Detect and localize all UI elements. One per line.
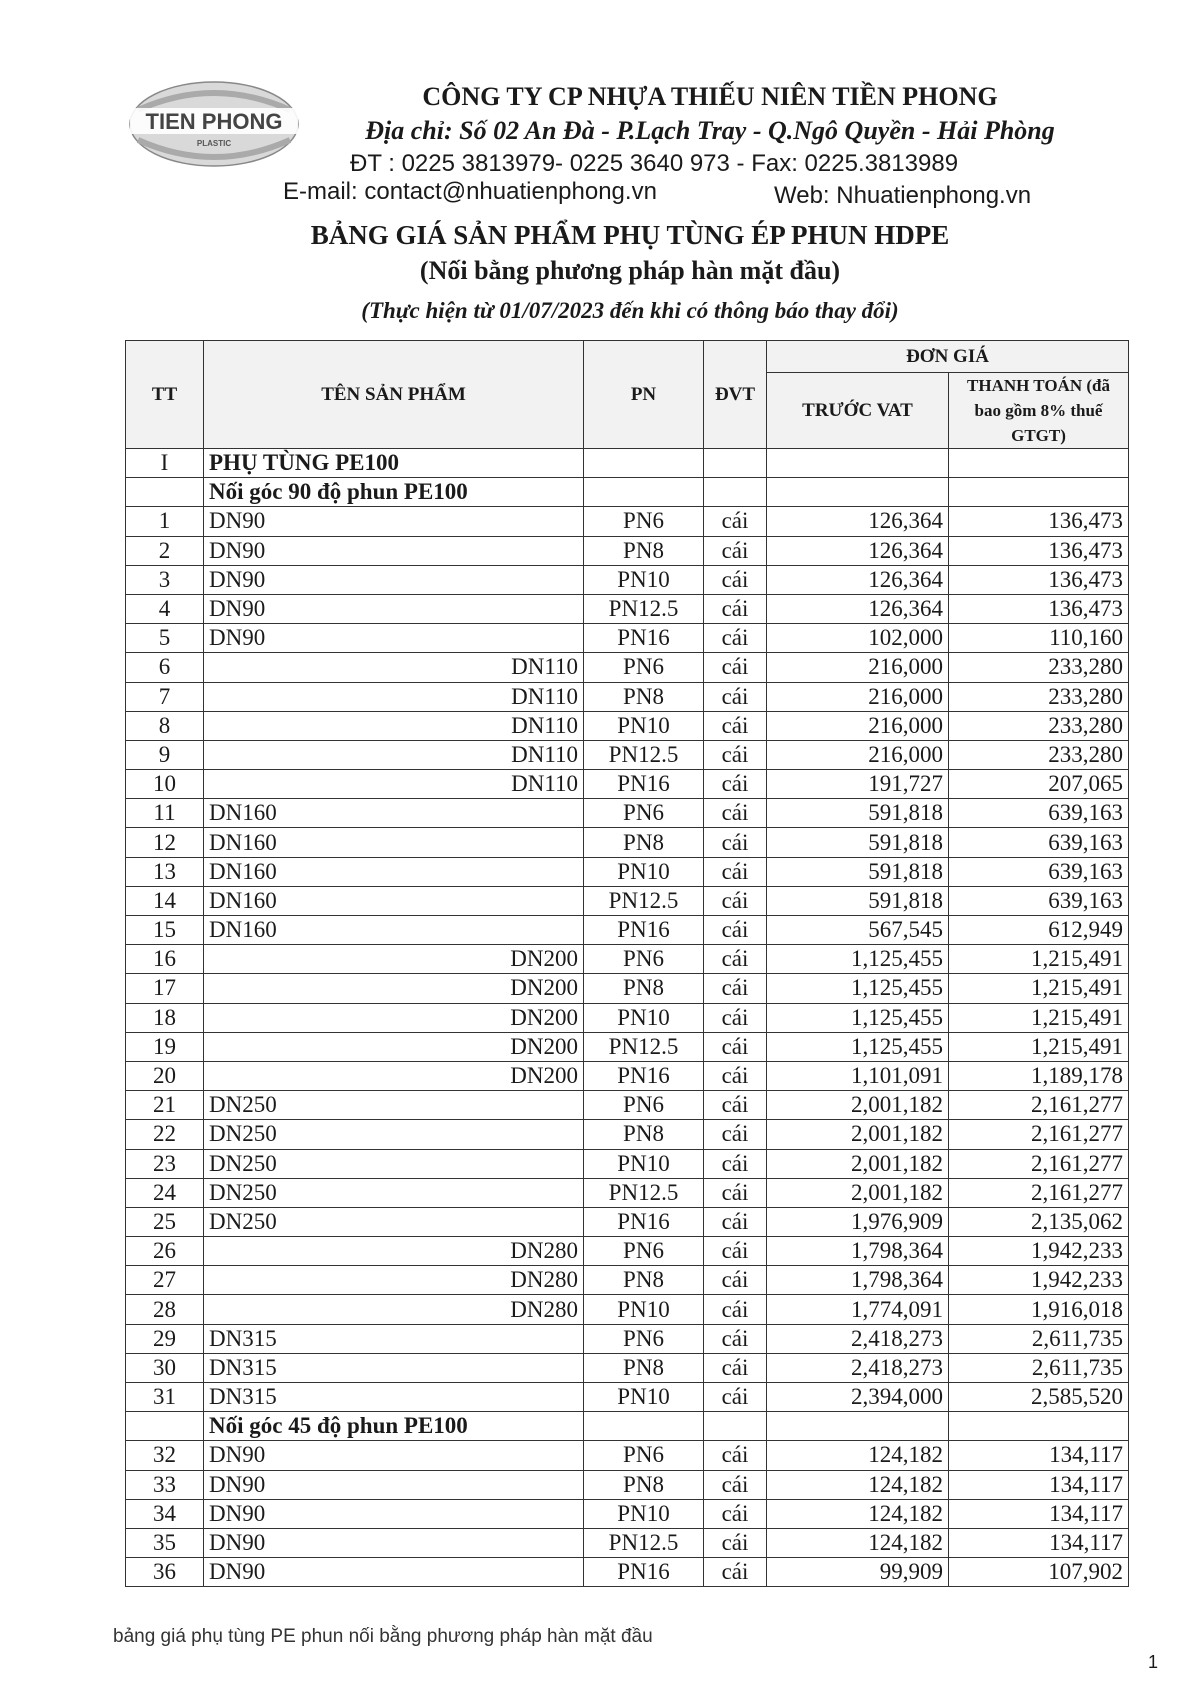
price-pre-vat: 1,125,455 xyxy=(767,974,949,1003)
header-product-name: TÊN SẢN PHẨM xyxy=(204,341,584,449)
header-unit: ĐVT xyxy=(704,341,767,449)
table-row xyxy=(126,1003,1129,1032)
product-name: DN200 xyxy=(204,1061,584,1090)
unit: cái xyxy=(704,799,767,828)
row-index: 18 xyxy=(126,1003,204,1032)
table-row xyxy=(126,1470,1129,1499)
product-name: DN280 xyxy=(204,1266,584,1295)
table-row xyxy=(126,1091,1129,1120)
company-web: Web: Nhuatienphong.vn xyxy=(774,182,1032,209)
pressure-rating: PN12.5 xyxy=(584,1178,704,1207)
price-pre-vat: 216,000 xyxy=(767,653,949,682)
table-row xyxy=(126,1207,1129,1236)
table-row xyxy=(126,1353,1129,1382)
pressure-rating: PN6 xyxy=(584,507,704,536)
price-total: 207,065 xyxy=(949,770,1129,799)
row-index: 13 xyxy=(126,857,204,886)
price-pre-vat: 1,976,909 xyxy=(767,1207,949,1236)
pressure-rating: PN16 xyxy=(584,916,704,945)
pressure-rating: PN16 xyxy=(584,1207,704,1236)
unit: cái xyxy=(704,1324,767,1353)
section-row xyxy=(126,478,1129,507)
pressure-rating: PN6 xyxy=(584,945,704,974)
price-total: 233,280 xyxy=(949,711,1129,740)
table-row xyxy=(126,799,1129,828)
header-tt: TT xyxy=(126,341,204,449)
product-name: DN280 xyxy=(204,1237,584,1266)
table-row xyxy=(126,653,1129,682)
product-name: DN90 xyxy=(204,1528,584,1557)
price-pre-vat: 2,418,273 xyxy=(767,1353,949,1382)
unit: cái xyxy=(704,1295,767,1324)
unit: cái xyxy=(704,945,767,974)
price-pre-vat: 567,545 xyxy=(767,916,949,945)
price-pre-vat xyxy=(767,478,949,507)
document-title: BẢNG GIÁ SẢN PHẨM PHỤ TÙNG ÉP PHUN HDPE xyxy=(310,220,950,250)
table-row xyxy=(126,1266,1129,1295)
price-pre-vat: 102,000 xyxy=(767,624,949,653)
product-name: DN90 xyxy=(204,565,584,594)
price-table xyxy=(125,340,1129,1587)
product-name: DN160 xyxy=(204,799,584,828)
pressure-rating: PN6 xyxy=(584,1324,704,1353)
price-total: 1,215,491 xyxy=(949,945,1129,974)
product-name: DN110 xyxy=(204,653,584,682)
product-name: DN200 xyxy=(204,1003,584,1032)
row-index: 29 xyxy=(126,1324,204,1353)
unit: cái xyxy=(704,711,767,740)
table-row xyxy=(126,916,1129,945)
company-address: Địa chỉ: Số 02 An Đà - P.Lạch Tray - Q.Ngô Quyền - Hải Phòng xyxy=(365,116,1055,145)
price-total: 134,117 xyxy=(949,1499,1129,1528)
price-total: 2,135,062 xyxy=(949,1207,1129,1236)
product-name: DN90 xyxy=(204,1558,584,1587)
price-total: 2,585,520 xyxy=(949,1383,1129,1412)
page-number: 1 xyxy=(1148,1652,1159,1672)
row-index xyxy=(126,478,204,507)
table-row xyxy=(126,1499,1129,1528)
product-name: DN90 xyxy=(204,1499,584,1528)
unit xyxy=(704,478,767,507)
table-row xyxy=(126,1441,1129,1470)
price-total: 2,161,277 xyxy=(949,1120,1129,1149)
header-pn: PN xyxy=(584,341,704,449)
row-index: 14 xyxy=(126,886,204,915)
price-total: 134,117 xyxy=(949,1470,1129,1499)
table-row xyxy=(126,1295,1129,1324)
row-index: 33 xyxy=(126,1470,204,1499)
price-pre-vat: 591,818 xyxy=(767,799,949,828)
product-name: DN160 xyxy=(204,828,584,857)
product-name: DN160 xyxy=(204,886,584,915)
row-index: 5 xyxy=(126,624,204,653)
table-row xyxy=(126,740,1129,769)
price-total xyxy=(949,1412,1129,1441)
price-total: 1,189,178 xyxy=(949,1061,1129,1090)
row-index: 20 xyxy=(126,1061,204,1090)
price-total: 1,215,491 xyxy=(949,1003,1129,1032)
product-name: DN90 xyxy=(204,1441,584,1470)
company-email: E-mail: contact@nhuatienphong.vn xyxy=(283,178,657,205)
price-table-header xyxy=(126,341,1129,449)
row-index: 30 xyxy=(126,1353,204,1382)
pressure-rating: PN8 xyxy=(584,974,704,1003)
product-name: DN160 xyxy=(204,916,584,945)
price-total: 2,161,277 xyxy=(949,1091,1129,1120)
pressure-rating: PN12.5 xyxy=(584,1528,704,1557)
header-unit-price: ĐƠN GIÁ xyxy=(767,341,1129,373)
price-total xyxy=(949,478,1129,507)
unit: cái xyxy=(704,916,767,945)
product-name: DN90 xyxy=(204,536,584,565)
unit: cái xyxy=(704,1061,767,1090)
product-name: DN90 xyxy=(204,1470,584,1499)
product-name: DN250 xyxy=(204,1207,584,1236)
product-name: DN200 xyxy=(204,974,584,1003)
row-index: 7 xyxy=(126,682,204,711)
unit xyxy=(704,449,767,478)
price-pre-vat: 126,364 xyxy=(767,594,949,623)
price-pre-vat: 126,364 xyxy=(767,565,949,594)
unit: cái xyxy=(704,653,767,682)
product-name: DN110 xyxy=(204,682,584,711)
table-row xyxy=(126,1178,1129,1207)
price-pre-vat: 1,798,364 xyxy=(767,1266,949,1295)
price-total: 233,280 xyxy=(949,682,1129,711)
price-total: 134,117 xyxy=(949,1528,1129,1557)
price-pre-vat: 191,727 xyxy=(767,770,949,799)
price-total: 1,215,491 xyxy=(949,1032,1129,1061)
table-row xyxy=(126,886,1129,915)
row-index: 9 xyxy=(126,740,204,769)
unit: cái xyxy=(704,1091,767,1120)
company-phone: ĐT : 0225 3813979- 0225 3640 973 - Fax: 0225.3813989 xyxy=(350,150,959,177)
pressure-rating: PN12.5 xyxy=(584,1032,704,1061)
pressure-rating: PN16 xyxy=(584,624,704,653)
price-total: 233,280 xyxy=(949,653,1129,682)
price-pre-vat: 2,001,182 xyxy=(767,1120,949,1149)
row-index: 36 xyxy=(126,1558,204,1587)
row-index xyxy=(126,1412,204,1441)
row-index: 3 xyxy=(126,565,204,594)
row-index: 12 xyxy=(126,828,204,857)
price-total: 136,473 xyxy=(949,507,1129,536)
unit: cái xyxy=(704,1207,767,1236)
price-pre-vat: 1,774,091 xyxy=(767,1295,949,1324)
pressure-rating: PN8 xyxy=(584,1266,704,1295)
row-index: 34 xyxy=(126,1499,204,1528)
unit: cái xyxy=(704,536,767,565)
price-pre-vat: 99,909 xyxy=(767,1558,949,1587)
price-total: 639,163 xyxy=(949,857,1129,886)
row-index: 15 xyxy=(126,916,204,945)
price-pre-vat: 591,818 xyxy=(767,828,949,857)
pressure-rating: PN12.5 xyxy=(584,886,704,915)
unit: cái xyxy=(704,828,767,857)
pressure-rating: PN10 xyxy=(584,1499,704,1528)
company-name: CÔNG TY CP NHỰA THIẾU NIÊN TIỀN PHONG xyxy=(422,82,998,111)
header-total-incl-vat: THANH TOÁN (đã bao gồm 8% thuế GTGT) xyxy=(949,373,1129,449)
effective-date-note: (Thực hiện từ 01/07/2023 đến khi có thông báo thay đổi) xyxy=(361,298,899,323)
price-total: 134,117 xyxy=(949,1441,1129,1470)
pressure-rating: PN8 xyxy=(584,1353,704,1382)
unit: cái xyxy=(704,1528,767,1557)
row-index: I xyxy=(126,449,204,478)
table-row xyxy=(126,1149,1129,1178)
pressure-rating: PN8 xyxy=(584,536,704,565)
price-pre-vat: 2,001,182 xyxy=(767,1178,949,1207)
unit: cái xyxy=(704,974,767,1003)
product-name: DN250 xyxy=(204,1091,584,1120)
price-pre-vat: 126,364 xyxy=(767,507,949,536)
pressure-rating: PN10 xyxy=(584,565,704,594)
unit: cái xyxy=(704,886,767,915)
pressure-rating: PN10 xyxy=(584,1149,704,1178)
price-total: 1,942,233 xyxy=(949,1266,1129,1295)
table-row xyxy=(126,1032,1129,1061)
price-total: 136,473 xyxy=(949,594,1129,623)
row-index: 31 xyxy=(126,1383,204,1412)
unit: cái xyxy=(704,1383,767,1412)
row-index: 2 xyxy=(126,536,204,565)
pressure-rating: PN10 xyxy=(584,1003,704,1032)
price-pre-vat: 591,818 xyxy=(767,857,949,886)
pressure-rating xyxy=(584,1412,704,1441)
section-row xyxy=(126,449,1129,478)
unit: cái xyxy=(704,1120,767,1149)
price-pre-vat: 2,394,000 xyxy=(767,1383,949,1412)
table-row xyxy=(126,507,1129,536)
product-name: DN90 xyxy=(204,507,584,536)
pressure-rating: PN8 xyxy=(584,682,704,711)
product-name: Nối góc 90 độ phun PE100 xyxy=(204,478,584,507)
product-name: Nối góc 45 độ phun PE100 xyxy=(204,1412,584,1441)
table-row xyxy=(126,770,1129,799)
unit: cái xyxy=(704,857,767,886)
price-pre-vat: 1,125,455 xyxy=(767,1032,949,1061)
row-index: 11 xyxy=(126,799,204,828)
product-name: DN250 xyxy=(204,1120,584,1149)
product-name: DN250 xyxy=(204,1178,584,1207)
pressure-rating: PN16 xyxy=(584,770,704,799)
price-pre-vat: 1,125,455 xyxy=(767,945,949,974)
unit: cái xyxy=(704,1470,767,1499)
pressure-rating: PN10 xyxy=(584,711,704,740)
pressure-rating: PN6 xyxy=(584,653,704,682)
unit xyxy=(704,1412,767,1441)
price-pre-vat: 1,798,364 xyxy=(767,1237,949,1266)
unit: cái xyxy=(704,1499,767,1528)
price-pre-vat: 126,364 xyxy=(767,536,949,565)
product-name: DN160 xyxy=(204,857,584,886)
table-row xyxy=(126,536,1129,565)
table-row xyxy=(126,1528,1129,1557)
pressure-rating: PN6 xyxy=(584,1237,704,1266)
row-index: 28 xyxy=(126,1295,204,1324)
unit: cái xyxy=(704,1353,767,1382)
price-total: 2,611,735 xyxy=(949,1324,1129,1353)
table-row xyxy=(126,828,1129,857)
row-index: 19 xyxy=(126,1032,204,1061)
logo-subtext: PLASTIC xyxy=(196,139,232,148)
price-pre-vat: 2,001,182 xyxy=(767,1149,949,1178)
price-pre-vat xyxy=(767,449,949,478)
company-logo xyxy=(128,80,300,168)
unit: cái xyxy=(704,1149,767,1178)
price-total: 107,902 xyxy=(949,1558,1129,1587)
table-row xyxy=(126,1324,1129,1353)
price-total: 110,160 xyxy=(949,624,1129,653)
pressure-rating: PN6 xyxy=(584,1091,704,1120)
price-total: 1,942,233 xyxy=(949,1237,1129,1266)
pressure-rating: PN8 xyxy=(584,1120,704,1149)
price-pre-vat: 124,182 xyxy=(767,1528,949,1557)
unit: cái xyxy=(704,1441,767,1470)
row-index: 10 xyxy=(126,770,204,799)
product-name: DN200 xyxy=(204,945,584,974)
table-row xyxy=(126,1061,1129,1090)
unit: cái xyxy=(704,770,767,799)
row-index: 32 xyxy=(126,1441,204,1470)
pressure-rating: PN10 xyxy=(584,1295,704,1324)
header-pre-vat: TRƯỚC VAT xyxy=(767,373,949,449)
price-pre-vat: 2,418,273 xyxy=(767,1324,949,1353)
unit: cái xyxy=(704,1237,767,1266)
row-index: 25 xyxy=(126,1207,204,1236)
pressure-rating: PN6 xyxy=(584,1441,704,1470)
price-total xyxy=(949,449,1129,478)
price-total: 233,280 xyxy=(949,740,1129,769)
pressure-rating: PN10 xyxy=(584,1383,704,1412)
table-row xyxy=(126,1237,1129,1266)
table-row xyxy=(126,624,1129,653)
product-name: PHỤ TÙNG PE100 xyxy=(204,449,584,478)
price-pre-vat: 591,818 xyxy=(767,886,949,915)
price-total: 612,949 xyxy=(949,916,1129,945)
product-name: DN280 xyxy=(204,1295,584,1324)
price-total: 1,916,018 xyxy=(949,1295,1129,1324)
product-name: DN315 xyxy=(204,1324,584,1353)
price-pre-vat: 124,182 xyxy=(767,1499,949,1528)
unit: cái xyxy=(704,1003,767,1032)
price-pre-vat: 1,125,455 xyxy=(767,1003,949,1032)
pressure-rating: PN10 xyxy=(584,857,704,886)
price-pre-vat: 216,000 xyxy=(767,740,949,769)
document-subtitle: (Nối bằng phương pháp hàn mặt đầu) xyxy=(419,256,841,285)
pressure-rating: PN12.5 xyxy=(584,594,704,623)
row-index: 21 xyxy=(126,1091,204,1120)
row-index: 16 xyxy=(126,945,204,974)
pressure-rating xyxy=(584,449,704,478)
pressure-rating: PN12.5 xyxy=(584,740,704,769)
row-index: 26 xyxy=(126,1237,204,1266)
price-total: 136,473 xyxy=(949,565,1129,594)
section-row xyxy=(126,1412,1129,1441)
table-row xyxy=(126,565,1129,594)
price-total: 639,163 xyxy=(949,828,1129,857)
pressure-rating: PN8 xyxy=(584,1470,704,1499)
unit: cái xyxy=(704,682,767,711)
footer-caption: bảng giá phụ tùng PE phun nối bằng phương pháp hàn mặt đầu xyxy=(113,1626,653,1647)
price-total: 136,473 xyxy=(949,536,1129,565)
row-index: 8 xyxy=(126,711,204,740)
pressure-rating: PN16 xyxy=(584,1061,704,1090)
price-total: 2,161,277 xyxy=(949,1149,1129,1178)
row-index: 23 xyxy=(126,1149,204,1178)
unit: cái xyxy=(704,507,767,536)
table-row xyxy=(126,1120,1129,1149)
unit: cái xyxy=(704,565,767,594)
logo-text: TIEN PHONG xyxy=(145,109,283,134)
price-pre-vat: 216,000 xyxy=(767,711,949,740)
table-row xyxy=(126,1383,1129,1412)
table-row xyxy=(126,682,1129,711)
product-name: DN250 xyxy=(204,1149,584,1178)
product-name: DN110 xyxy=(204,770,584,799)
unit: cái xyxy=(704,740,767,769)
row-index: 27 xyxy=(126,1266,204,1295)
table-row xyxy=(126,857,1129,886)
product-name: DN90 xyxy=(204,594,584,623)
unit: cái xyxy=(704,1032,767,1061)
product-name: DN315 xyxy=(204,1353,584,1382)
product-name: DN200 xyxy=(204,1032,584,1061)
table-row xyxy=(126,945,1129,974)
price-total: 1,215,491 xyxy=(949,974,1129,1003)
pressure-rating: PN6 xyxy=(584,799,704,828)
table-row xyxy=(126,594,1129,623)
price-total: 2,611,735 xyxy=(949,1353,1129,1382)
product-name: DN110 xyxy=(204,740,584,769)
row-index: 6 xyxy=(126,653,204,682)
product-name: DN110 xyxy=(204,711,584,740)
row-index: 35 xyxy=(126,1528,204,1557)
unit: cái xyxy=(704,1558,767,1587)
price-total: 2,161,277 xyxy=(949,1178,1129,1207)
price-pre-vat xyxy=(767,1412,949,1441)
unit: cái xyxy=(704,594,767,623)
unit: cái xyxy=(704,1266,767,1295)
unit: cái xyxy=(704,624,767,653)
row-index: 1 xyxy=(126,507,204,536)
table-row xyxy=(126,711,1129,740)
pressure-rating xyxy=(584,478,704,507)
price-total: 639,163 xyxy=(949,886,1129,915)
row-index: 4 xyxy=(126,594,204,623)
row-index: 17 xyxy=(126,974,204,1003)
product-name: DN90 xyxy=(204,624,584,653)
price-pre-vat: 124,182 xyxy=(767,1441,949,1470)
price-total: 639,163 xyxy=(949,799,1129,828)
table-row xyxy=(126,1558,1129,1587)
table-row xyxy=(126,974,1129,1003)
pressure-rating: PN8 xyxy=(584,828,704,857)
pressure-rating: PN16 xyxy=(584,1558,704,1587)
price-pre-vat: 216,000 xyxy=(767,682,949,711)
price-pre-vat: 2,001,182 xyxy=(767,1091,949,1120)
price-table-body xyxy=(126,449,1129,1587)
row-index: 24 xyxy=(126,1178,204,1207)
unit: cái xyxy=(704,1178,767,1207)
product-name: DN315 xyxy=(204,1383,584,1412)
price-pre-vat: 124,182 xyxy=(767,1470,949,1499)
row-index: 22 xyxy=(126,1120,204,1149)
price-pre-vat: 1,101,091 xyxy=(767,1061,949,1090)
